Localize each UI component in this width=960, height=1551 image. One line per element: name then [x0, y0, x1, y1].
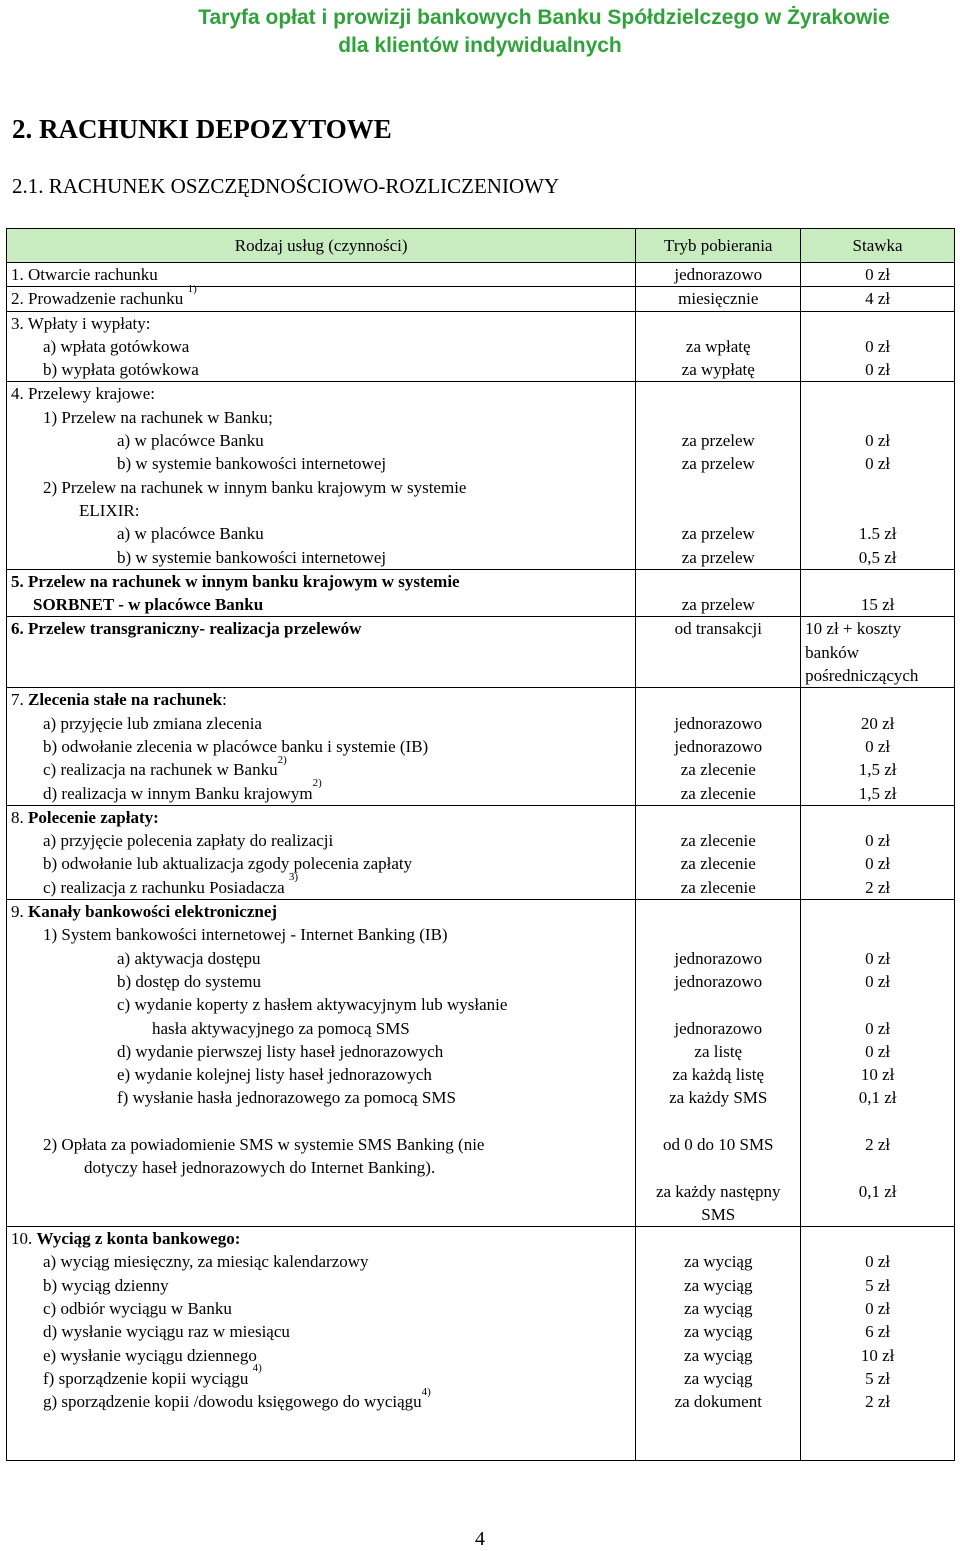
- row-title: Wyciąg z konta bankowego:: [36, 1229, 241, 1249]
- row-rate: 5 zł: [865, 1368, 891, 1388]
- row-label: a) przyjęcie lub zmiana zlecenia: [43, 713, 262, 733]
- row-rate: 0 zł: [865, 1041, 891, 1061]
- row-rate: 1,5 zł: [858, 760, 897, 780]
- row-rate: pośredniczących: [805, 666, 919, 686]
- row-title-num: 10.: [11, 1229, 33, 1249]
- row-title: 5. Przelew na rachunek w innym banku krajowym w systemie: [11, 571, 460, 591]
- footnote-ref: 4): [252, 1362, 262, 1375]
- row-label: hasła aktywacyjnego za pomocą SMS: [152, 1018, 410, 1038]
- row-mode: SMS: [701, 1204, 736, 1224]
- row-title: 3. Wpłaty i wypłaty:: [11, 313, 151, 333]
- table-row: [7, 1227, 955, 1461]
- table-row: [7, 569, 955, 617]
- row-mode: jednorazowo: [674, 1018, 763, 1038]
- row-mode: za przelew: [681, 595, 755, 615]
- row-mode: za zlecenie: [680, 760, 756, 780]
- row-label: c) realizacja z rachunku Posiadacza: [43, 877, 285, 897]
- row-title: Polecenie zapłaty:: [28, 807, 159, 827]
- row-rate: 1.5 zł: [858, 524, 897, 544]
- row-mode: od transakcji: [674, 619, 762, 639]
- row-title-num: 9.: [11, 902, 24, 922]
- table-header-row: [7, 229, 955, 263]
- row-mode: za przelew: [681, 454, 755, 474]
- row-label: 1) Przelew na rachunek w Banku;: [43, 407, 273, 427]
- row-rate: 0 zł: [865, 1252, 891, 1272]
- row-mode: za przelew: [681, 547, 755, 567]
- header-rate: Stawka: [801, 229, 955, 263]
- row-rate: 0 zł: [865, 336, 891, 356]
- row-label: b) wypłata gotówkowa: [43, 360, 199, 380]
- row-rate: 4 zł: [865, 289, 891, 309]
- row-label: b) w systemie bankowości internetowej: [117, 454, 387, 474]
- row-label: a) aktywacja dostępu: [117, 948, 261, 968]
- row-label: 2. Prowadzenie rachunku: [11, 289, 184, 309]
- row-mode: za listę: [694, 1041, 743, 1061]
- table-row: [7, 805, 955, 899]
- row-rate: 1,5 zł: [858, 783, 897, 803]
- section-title: 2. RACHUNKI DEPOZYTOWE: [12, 114, 392, 144]
- row-mode: za przelew: [681, 431, 755, 451]
- row-title-cont: SORBNET - w placówce Banku: [33, 595, 264, 615]
- row-rate: 0 zł: [865, 431, 891, 451]
- row-mode: od 0 do 10 SMS: [662, 1134, 774, 1154]
- row-label: a) wpłata gotówkowa: [43, 336, 190, 356]
- row-label: b) odwołanie zlecenia w placówce banku i systemie (IB): [43, 736, 429, 756]
- row-label: 2) Opłata za powiadomienie SMS w systemie SMS Banking (nie: [43, 1134, 485, 1154]
- row-mode: za każdą listę: [672, 1065, 765, 1085]
- row-label: a) wyciąg miesięczny, za miesiąc kalendarzowy: [43, 1252, 369, 1272]
- fees-table: [6, 228, 955, 1461]
- row-label: 1. Otwarcie rachunku: [11, 265, 158, 284]
- row-mode: za przelew: [681, 524, 755, 544]
- row-title: Kanały bankowości elektronicznej: [28, 902, 278, 922]
- table-row: [7, 382, 955, 569]
- row-mode: za wyciąg: [684, 1368, 753, 1388]
- row-label: b) dostęp do systemu: [117, 971, 262, 991]
- row-mode: za wyciąg: [684, 1322, 753, 1342]
- row-title: Zlecenia stałe na rachunek: [28, 690, 223, 710]
- row-label: d) wysłanie wyciągu raz w miesiącu: [43, 1322, 290, 1342]
- table-row: [7, 900, 955, 1227]
- row-label: f) sporządzenie kopii wyciągu: [43, 1368, 249, 1388]
- row-mode: za zlecenie: [680, 877, 756, 897]
- row-title-num: 7.: [11, 690, 24, 710]
- row-rate: 0 zł: [865, 736, 891, 756]
- row-mode: za każdy następny: [655, 1181, 781, 1201]
- row-rate: 2 zł: [865, 877, 891, 897]
- row-rate: 0,5 zł: [858, 547, 897, 567]
- row-mode: za wypłatę: [681, 360, 755, 380]
- row-rate: 20 zł: [860, 713, 895, 733]
- header-line-2: dla klientów indywidualnych: [338, 34, 622, 57]
- row-label: a) w placówce Banku: [117, 524, 264, 544]
- row-mode: za wyciąg: [684, 1275, 753, 1295]
- row-rate: 0 zł: [865, 1018, 891, 1038]
- row-label: c) wydanie koperty z hasłem aktywacyjnym lub wysłanie: [117, 995, 508, 1015]
- row-rate: 0 zł: [865, 854, 891, 874]
- row-label: dotyczy haseł jednorazowych do Internet Banking).: [84, 1158, 436, 1178]
- row-mode: za każdy SMS: [669, 1088, 768, 1108]
- row-label: g) sporządzenie kopii /dowodu księgowego do wyciągu: [43, 1392, 422, 1412]
- row-rate: banków: [805, 642, 859, 662]
- row-rate: 0 zł: [865, 948, 891, 968]
- row-rate: 5 zł: [865, 1275, 891, 1295]
- row-rate: 0 zł: [865, 360, 891, 380]
- header-mode: Tryb pobierania: [636, 229, 801, 263]
- row-title: 6. Przelew transgraniczny- realizacja przelewów: [11, 619, 362, 639]
- row-rate: 10 zł: [860, 1065, 895, 1085]
- row-mode: jednorazowo: [674, 736, 763, 756]
- footnote-ref: 4): [421, 1385, 431, 1398]
- row-mode: jednorazowo: [674, 713, 763, 733]
- row-rate: 0 zł: [865, 831, 891, 851]
- row-label: b) wyciąg dzienny: [43, 1275, 169, 1295]
- page-number: 4: [475, 1528, 485, 1550]
- row-rate: 0 zł: [865, 971, 891, 991]
- row-rate: 10 zł + koszty: [805, 619, 902, 639]
- row-mode: jednorazowo: [674, 971, 763, 991]
- row-mode: za zlecenie: [680, 831, 756, 851]
- row-label: d) realizacja w innym Banku krajowym: [43, 783, 313, 803]
- row-label: d) wydanie pierwszej listy haseł jednorazowych: [117, 1041, 444, 1061]
- row-label: b) odwołanie lub aktualizacja zgody polecenia zapłaty: [43, 854, 413, 874]
- row-rate: 0,1 zł: [858, 1088, 897, 1108]
- row-label: c) realizacja na rachunek w Banku: [43, 760, 278, 780]
- row-label: b) w systemie bankowości internetowej: [117, 547, 387, 567]
- row-mode: za wyciąg: [684, 1299, 753, 1319]
- row-mode: jednorazowo: [674, 948, 763, 968]
- table-row: [7, 263, 955, 287]
- row-mode: za zlecenie: [680, 854, 756, 874]
- row-label: e) wydanie kolejnej listy haseł jednorazowych: [117, 1065, 432, 1085]
- row-mode: za wyciąg: [684, 1345, 753, 1365]
- footnote-ref: 2): [277, 753, 287, 766]
- row-mode: za wyciąg: [684, 1252, 753, 1272]
- footnote-ref: 3): [288, 871, 299, 884]
- row-rate: 0 zł: [865, 265, 891, 284]
- table-row: [7, 287, 955, 311]
- table-row: [7, 617, 955, 688]
- row-rate: 2 zł: [865, 1134, 891, 1154]
- row-label: 1) System bankowości internetowej - Internet Banking (IB): [43, 925, 448, 945]
- row-title: 4. Przelewy krajowe:: [11, 384, 155, 404]
- row-mode: jednorazowo: [674, 265, 763, 284]
- footnote-ref: 1): [187, 282, 197, 295]
- row-title-num: 8.: [11, 807, 24, 827]
- row-label: 2) Przelew na rachunek w innym banku krajowym w systemie: [43, 477, 467, 497]
- table-row: [7, 311, 955, 382]
- row-rate: 0 zł: [865, 454, 891, 474]
- row-rate: 0,1 zł: [858, 1181, 897, 1201]
- row-mode: za zlecenie: [680, 783, 756, 803]
- row-label: c) odbiór wyciągu w Banku: [43, 1299, 232, 1319]
- row-label: e) wysłanie wyciągu dziennego: [43, 1345, 257, 1365]
- row-mode: za wpłatę: [685, 336, 751, 356]
- page-header: [0, 4, 960, 60]
- header-line-1: Taryfa opłat i prowizji bankowych Banku Spółdzielczego w Żyrakowie: [198, 6, 890, 29]
- row-rate: 10 zł: [860, 1345, 895, 1365]
- row-label: a) w placówce Banku: [117, 431, 264, 451]
- row-rate: 2 zł: [865, 1392, 891, 1412]
- header-service: Rodzaj usług (czynności): [7, 229, 636, 263]
- row-rate: 6 zł: [865, 1322, 891, 1342]
- row-label: ELIXIR:: [79, 500, 140, 520]
- row-rate: 0 zł: [865, 1299, 891, 1319]
- row-mode: za dokument: [674, 1392, 762, 1412]
- row-label: a) przyjęcie polecenia zapłaty do realizacji: [43, 831, 334, 851]
- row-rate: 15 zł: [860, 595, 895, 615]
- table-row: 7. Zlecenia stałe na rachunek: a) przyjęcie lub zmiana zlecenia b) odwołanie zlecenia w placówce banku i systemie (IB) c) realizacja na rachunek w Banku$^{2)}$ d) realizacja w innym Banku krajowym$^{2)}$ jednorazowo jednorazowo za zlecenie za zlecenie 20 zł 0 zł 1,5 zł 1,5 zł: [7, 688, 955, 805]
- row-label: f) wysłanie hasła jednorazowego za pomocą SMS: [117, 1088, 456, 1108]
- footnote-ref: 2): [312, 776, 322, 789]
- subsection-title: 2.1. RACHUNEK OSZCZĘDNOŚCIOWO-ROZLICZENIOWY: [12, 174, 560, 198]
- row-mode: miesięcznie: [678, 289, 759, 309]
